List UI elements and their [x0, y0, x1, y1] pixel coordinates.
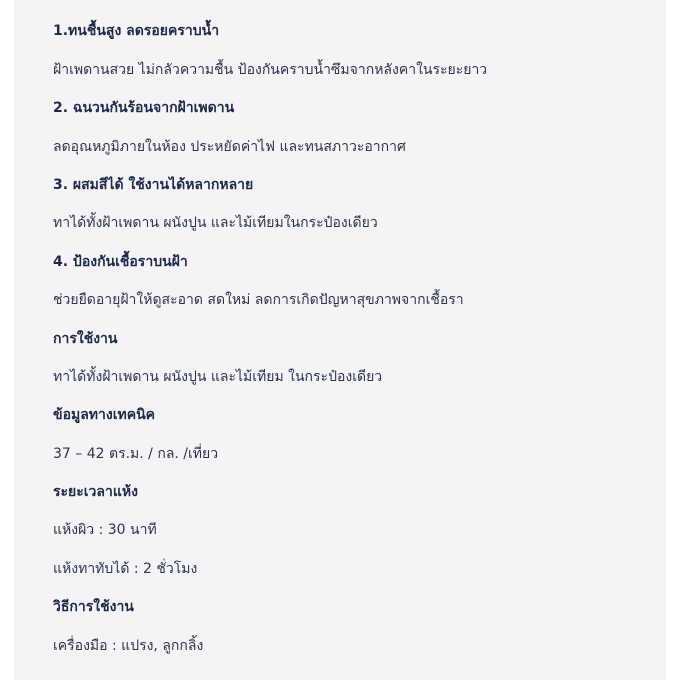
coverage-text: 37 – 42 ตร.ม. / กล. /เที่ยว — [53, 446, 219, 462]
feature-heading-3: 3. ผสมสีได้ ใช้งานได้หลากหลาย — [53, 177, 254, 193]
tools-text: เครื่องมือ : แปรง, ลูกกลิ้ง — [53, 638, 204, 654]
application-method-heading: วิธีการใช้งาน — [53, 599, 134, 615]
feature-body-4: ช่วยยืดอายุฝ้าให้ดูสะอาด สดใหม่ ลดการเกิดปัญหาสุขภาพจากเชื้อรา — [53, 292, 464, 308]
feature-body-3: ทาได้ทั้งฝ้าเพดาน ผนังปูน และไม้เทียมในกระป๋องเดียว — [53, 215, 378, 231]
feature-heading-2: 2. ฉนวนกันร้อนจากฝ้าเพดาน — [53, 100, 235, 116]
surface-dry-text: แห้งผิว : 30 นาที — [53, 522, 157, 538]
usage-body: ทาได้ทั้งฝ้าเพดาน ผนังปูน และไม้เทียม ในกระป๋องเดียว — [53, 369, 383, 385]
feature-heading-1: 1.ทนชื้นสูง ลดรอยคราบน้ำ — [53, 23, 220, 39]
recoat-time-text: แห้งทาทับได้ : 2 ชั่วโมง — [53, 561, 198, 577]
feature-body-2: ลดอุณหภูมิภายในห้อง ประหยัดค่าไฟ และทนสภาวะอากาศ — [53, 139, 406, 155]
drying-time-heading: ระยะเวลาแห้ง — [53, 484, 138, 500]
usage-heading: การใช้งาน — [53, 331, 118, 347]
feature-body-1: ฝ้าเพดานสวย ไม่กลัวความชื้น ป้องกันคราบน้ำซึมจากหลังคาในระยะยาว — [53, 62, 488, 78]
technical-info-heading: ข้อมูลทางเทคนิค — [53, 407, 156, 423]
product-description-panel — [14, 0, 666, 680]
feature-heading-4: 4. ป้องกันเชื้อราบนฝ้า — [53, 254, 188, 270]
